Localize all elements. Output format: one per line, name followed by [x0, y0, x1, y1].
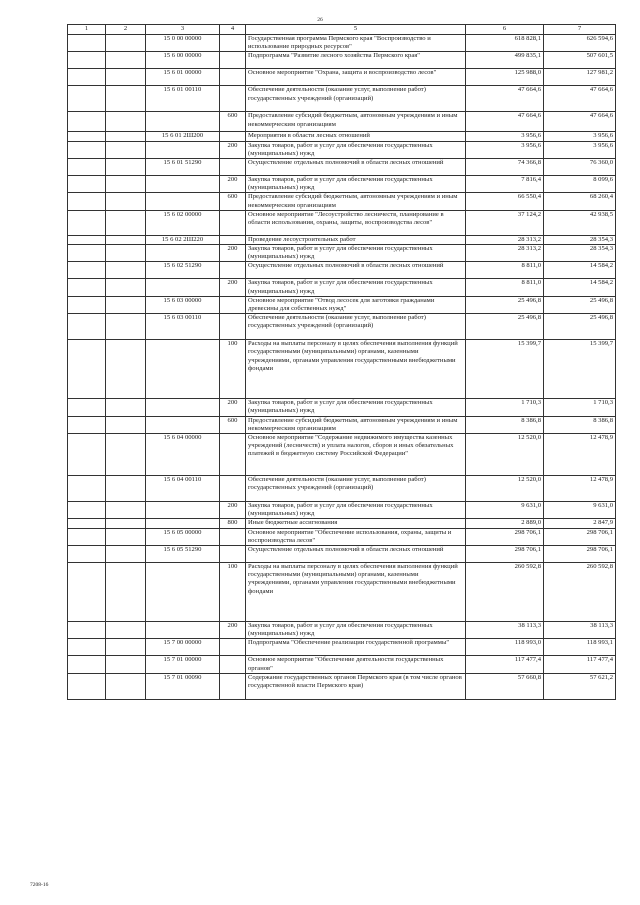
column-number: 1	[68, 25, 106, 35]
cell-blank	[68, 434, 106, 476]
table-row	[68, 279, 616, 296]
cell-target-code: 15 0 00 00000	[146, 35, 220, 52]
cell-blank	[68, 132, 106, 141]
table-row	[68, 262, 616, 279]
cell-blank	[106, 210, 146, 235]
table-row	[68, 193, 616, 210]
cell-item-name: Обеспечение деятельности (оказание услуг, выполнение работ) государственных учреждений (организаций)	[246, 314, 466, 340]
cell-item-name: Осуществление отдельных полномочий в области лесных отношений	[246, 262, 466, 279]
cell-expense-type	[220, 159, 246, 176]
cell-blank	[106, 314, 146, 340]
cell-blank	[106, 639, 146, 656]
cell-amount-year-1: 12 520,0	[466, 476, 544, 502]
cell-item-name: Обеспечение деятельности (оказание услуг, выполнение работ) государственных учреждений (организаций)	[246, 476, 466, 502]
cell-amount-year-1: 38 113,3	[466, 622, 544, 639]
cell-amount-year-1: 618 828,1	[466, 35, 544, 52]
cell-expense-type: 200	[220, 279, 246, 296]
cell-blank	[106, 69, 146, 86]
cell-item-name: Основное мероприятие "Отвод лесосек для заготовки гражданами древесины для собственных нужд"	[246, 296, 466, 313]
cell-blank	[106, 52, 146, 69]
cell-target-code: 15 6 01 2Ш200	[146, 132, 220, 141]
cell-amount-year-2: 1 710,3	[544, 399, 616, 416]
cell-blank	[68, 563, 106, 622]
cell-blank	[68, 340, 106, 399]
table-row	[68, 296, 616, 313]
cell-amount-year-1: 8 386,8	[466, 416, 544, 433]
cell-blank	[68, 193, 106, 210]
cell-item-name: Закупка товаров, работ и услуг для обеспечения государственных (муниципальных) нужд	[246, 279, 466, 296]
cell-target-code	[146, 340, 220, 399]
cell-target-code: 15 6 05 00000	[146, 528, 220, 545]
footer-code: 7208-16	[30, 882, 49, 888]
cell-blank	[106, 193, 146, 210]
cell-amount-year-1: 260 592,8	[466, 563, 544, 622]
cell-expense-type: 600	[220, 193, 246, 210]
cell-amount-year-2: 3 956,6	[544, 132, 616, 141]
cell-item-name: Основное мероприятие "Лесоустройство лесничеств, планирование в области использования, охраны, защиты, воспроизводства лесов"	[246, 210, 466, 235]
cell-blank	[106, 656, 146, 673]
cell-expense-type: 200	[220, 502, 246, 519]
table-row	[68, 176, 616, 193]
cell-expense-type	[220, 132, 246, 141]
cell-blank	[68, 245, 106, 262]
table-row	[68, 132, 616, 141]
cell-amount-year-1: 298 706,1	[466, 546, 544, 563]
cell-amount-year-2: 118 993,1	[544, 639, 616, 656]
cell-blank	[68, 519, 106, 528]
cell-amount-year-1: 28 313,2	[466, 245, 544, 262]
cell-amount-year-2: 38 113,3	[544, 622, 616, 639]
table-row	[68, 519, 616, 528]
cell-target-code: 15 6 04 00110	[146, 476, 220, 502]
cell-blank	[106, 340, 146, 399]
cell-item-name: Основное мероприятие "Содержание недвижимого имущества казенных учреждений (лесничеств) и уплата налогов, сборов и иных обязательных платежей в бюджетную систему Российской Федерации"	[246, 434, 466, 476]
cell-item-name: Государственная программа Пермского края "Воспроизводство и использование природных ресурсов"	[246, 35, 466, 52]
cell-amount-year-2: 14 584,2	[544, 262, 616, 279]
cell-expense-type	[220, 546, 246, 563]
cell-target-code: 15 6 02 00000	[146, 210, 220, 235]
cell-amount-year-2: 9 631,0	[544, 502, 616, 519]
table-row	[68, 476, 616, 502]
cell-item-name: Осуществление отдельных полномочий в области лесных отношений	[246, 546, 466, 563]
cell-amount-year-1: 25 496,8	[466, 314, 544, 340]
cell-target-code: 15 7 00 00000	[146, 639, 220, 656]
cell-blank	[68, 296, 106, 313]
cell-amount-year-1: 57 660,8	[466, 673, 544, 699]
cell-amount-year-2: 127 981,2	[544, 69, 616, 86]
cell-amount-year-1: 25 496,8	[466, 296, 544, 313]
cell-expense-type: 200	[220, 622, 246, 639]
cell-target-code: 15 6 00 00000	[146, 52, 220, 69]
table-row	[68, 86, 616, 112]
cell-amount-year-1: 47 664,6	[466, 112, 544, 132]
cell-blank	[106, 502, 146, 519]
budget-table	[67, 24, 616, 700]
cell-blank	[68, 35, 106, 52]
column-number: 4	[220, 25, 246, 35]
cell-blank	[106, 563, 146, 622]
cell-blank	[106, 622, 146, 639]
cell-blank	[68, 639, 106, 656]
table-row	[68, 314, 616, 340]
cell-amount-year-2: 47 664,6	[544, 112, 616, 132]
cell-blank	[68, 52, 106, 69]
cell-amount-year-2: 42 938,5	[544, 210, 616, 235]
cell-expense-type	[220, 210, 246, 235]
column-number: 6	[466, 25, 544, 35]
cell-item-name: Основное мероприятие "Охрана, защита и воспроизводство лесов"	[246, 69, 466, 86]
cell-item-name: Предоставление субсидий бюджетным, автономным учреждениям и иным некоммерческим организациям	[246, 112, 466, 132]
cell-amount-year-2: 68 260,4	[544, 193, 616, 210]
cell-blank	[68, 159, 106, 176]
cell-expense-type: 200	[220, 176, 246, 193]
cell-blank	[68, 279, 106, 296]
cell-amount-year-1: 1 710,3	[466, 399, 544, 416]
cell-amount-year-1: 8 811,0	[466, 262, 544, 279]
cell-target-code	[146, 416, 220, 433]
cell-amount-year-1: 118 993,0	[466, 639, 544, 656]
cell-amount-year-2: 12 478,9	[544, 476, 616, 502]
table-row	[68, 159, 616, 176]
cell-blank	[68, 528, 106, 545]
cell-item-name: Иные бюджетные ассигнования	[246, 519, 466, 528]
cell-target-code: 15 6 02 51290	[146, 262, 220, 279]
cell-item-name: Основное мероприятие "Обеспечение использования, охраны, защиты и воспроизводства лесов"	[246, 528, 466, 545]
table-row	[68, 434, 616, 476]
cell-item-name: Подпрограмма "Развитие лесного хозяйства Пермского края"	[246, 52, 466, 69]
cell-amount-year-1: 7 816,4	[466, 176, 544, 193]
cell-target-code: 15 6 01 00110	[146, 86, 220, 112]
cell-amount-year-1: 47 664,6	[466, 86, 544, 112]
cell-amount-year-2: 28 354,3	[544, 245, 616, 262]
cell-blank	[106, 279, 146, 296]
cell-blank	[68, 112, 106, 132]
cell-expense-type	[220, 235, 246, 244]
cell-expense-type	[220, 35, 246, 52]
cell-blank	[68, 416, 106, 433]
cell-target-code: 15 6 04 00000	[146, 434, 220, 476]
cell-amount-year-2: 25 496,8	[544, 296, 616, 313]
cell-expense-type	[220, 314, 246, 340]
cell-amount-year-2: 57 621,2	[544, 673, 616, 699]
cell-amount-year-2: 47 664,6	[544, 86, 616, 112]
cell-blank	[106, 296, 146, 313]
table-row	[68, 563, 616, 622]
cell-target-code	[146, 399, 220, 416]
cell-expense-type	[220, 528, 246, 545]
cell-blank	[106, 546, 146, 563]
cell-amount-year-1: 3 956,6	[466, 141, 544, 158]
cell-amount-year-1: 9 631,0	[466, 502, 544, 519]
cell-item-name: Основное мероприятие "Обеспечение деятельности государственных органов"	[246, 656, 466, 673]
cell-blank	[106, 528, 146, 545]
cell-blank	[106, 141, 146, 158]
cell-amount-year-1: 28 313,2	[466, 235, 544, 244]
cell-blank	[106, 235, 146, 244]
cell-blank	[68, 476, 106, 502]
cell-item-name: Закупка товаров, работ и услуг для обеспечения государственных (муниципальных) нужд	[246, 399, 466, 416]
table-row	[68, 141, 616, 158]
cell-blank	[68, 141, 106, 158]
cell-blank	[68, 176, 106, 193]
cell-item-name: Расходы на выплаты персоналу в целях обеспечения выполнения функций государственными (муниципальными) органами, казенными учреждениями, органами управления государственными внебюджетными фондами	[246, 563, 466, 622]
cell-target-code: 15 7 01 00000	[146, 656, 220, 673]
table-row	[68, 399, 616, 416]
table-row	[68, 112, 616, 132]
cell-amount-year-1: 125 988,0	[466, 69, 544, 86]
cell-expense-type	[220, 434, 246, 476]
table-row	[68, 502, 616, 519]
cell-amount-year-1: 8 811,0	[466, 279, 544, 296]
cell-amount-year-2: 8 099,6	[544, 176, 616, 193]
cell-target-code	[146, 563, 220, 622]
cell-blank	[106, 245, 146, 262]
cell-expense-type	[220, 262, 246, 279]
cell-blank	[68, 69, 106, 86]
cell-item-name: Закупка товаров, работ и услуг для обеспечения государственных (муниципальных) нужд	[246, 502, 466, 519]
cell-item-name: Содержание государственных органов Пермского края (в том числе органов государственной власти Пермского края)	[246, 673, 466, 699]
cell-amount-year-2: 76 360,0	[544, 159, 616, 176]
cell-amount-year-2: 117 477,4	[544, 656, 616, 673]
cell-amount-year-2: 298 706,1	[544, 528, 616, 545]
cell-amount-year-1: 12 520,0	[466, 434, 544, 476]
cell-target-code: 15 6 03 00000	[146, 296, 220, 313]
cell-amount-year-1: 499 835,1	[466, 52, 544, 69]
cell-expense-type	[220, 656, 246, 673]
cell-amount-year-2: 14 584,2	[544, 279, 616, 296]
cell-blank	[68, 546, 106, 563]
cell-expense-type: 200	[220, 141, 246, 158]
cell-blank	[106, 673, 146, 699]
column-number: 5	[246, 25, 466, 35]
cell-blank	[68, 656, 106, 673]
cell-item-name: Закупка товаров, работ и услуг для обеспечения государственных (муниципальных) нужд	[246, 245, 466, 262]
cell-target-code: 15 6 03 00110	[146, 314, 220, 340]
cell-blank	[68, 622, 106, 639]
cell-blank	[106, 434, 146, 476]
table-row	[68, 210, 616, 235]
cell-amount-year-1: 3 956,6	[466, 132, 544, 141]
table-row	[68, 656, 616, 673]
cell-item-name: Мероприятия в области лесных отношений	[246, 132, 466, 141]
cell-item-name: Обеспечение деятельности (оказание услуг, выполнение работ) государственных учреждений (организаций)	[246, 86, 466, 112]
cell-amount-year-2: 15 399,7	[544, 340, 616, 399]
table-row	[68, 35, 616, 52]
cell-amount-year-1: 66 550,4	[466, 193, 544, 210]
cell-amount-year-1: 37 124,2	[466, 210, 544, 235]
cell-amount-year-1: 15 399,7	[466, 340, 544, 399]
cell-blank	[68, 502, 106, 519]
cell-expense-type	[220, 296, 246, 313]
cell-target-code: 15 6 01 00000	[146, 69, 220, 86]
cell-target-code: 15 7 01 00090	[146, 673, 220, 699]
cell-target-code	[146, 112, 220, 132]
cell-blank	[106, 35, 146, 52]
cell-amount-year-2: 12 478,9	[544, 434, 616, 476]
column-number: 3	[146, 25, 220, 35]
column-number-header	[68, 25, 616, 35]
cell-blank	[106, 262, 146, 279]
cell-blank	[68, 314, 106, 340]
table-row	[68, 52, 616, 69]
cell-expense-type: 800	[220, 519, 246, 528]
cell-expense-type: 100	[220, 563, 246, 622]
cell-item-name: Закупка товаров, работ и услуг для обеспечения государственных (муниципальных) нужд	[246, 141, 466, 158]
cell-target-code	[146, 519, 220, 528]
cell-expense-type	[220, 69, 246, 86]
cell-item-name: Расходы на выплаты персоналу в целях обеспечения выполнения функций государственными (муниципальными) органами, казенными учреждениями, органами управления государственными внебюджетными фондами	[246, 340, 466, 399]
cell-expense-type	[220, 476, 246, 502]
cell-expense-type: 200	[220, 399, 246, 416]
cell-blank	[106, 86, 146, 112]
cell-expense-type	[220, 52, 246, 69]
cell-amount-year-2: 8 386,8	[544, 416, 616, 433]
cell-item-name: Предоставление субсидий бюджетным, автономным учреждениям и иным некоммерческим организациям	[246, 416, 466, 433]
cell-blank	[106, 176, 146, 193]
table-row	[68, 340, 616, 399]
cell-target-code	[146, 502, 220, 519]
cell-target-code: 15 6 05 51290	[146, 546, 220, 563]
cell-blank	[68, 399, 106, 416]
cell-amount-year-2: 28 354,3	[544, 235, 616, 244]
cell-amount-year-2: 507 601,5	[544, 52, 616, 69]
cell-expense-type	[220, 673, 246, 699]
cell-amount-year-2: 2 847,9	[544, 519, 616, 528]
cell-amount-year-1: 117 477,4	[466, 656, 544, 673]
table-body	[68, 35, 616, 700]
cell-item-name: Предоставление субсидий бюджетным, автономным учреждениям и иным некоммерческим организациям	[246, 193, 466, 210]
cell-blank	[68, 673, 106, 699]
table-row	[68, 416, 616, 433]
cell-item-name: Подпрограмма "Обеспечение реализации государственной программы"	[246, 639, 466, 656]
cell-amount-year-1: 2 889,0	[466, 519, 544, 528]
cell-expense-type: 200	[220, 245, 246, 262]
cell-target-code: 15 6 01 51290	[146, 159, 220, 176]
page-number: 26	[317, 17, 323, 23]
cell-amount-year-2: 298 706,1	[544, 546, 616, 563]
cell-blank	[106, 112, 146, 132]
cell-amount-year-2: 626 594,6	[544, 35, 616, 52]
cell-expense-type	[220, 86, 246, 112]
cell-expense-type: 600	[220, 416, 246, 433]
cell-item-name: Проведение лесоустроительных работ	[246, 235, 466, 244]
table-row	[68, 673, 616, 699]
cell-target-code	[146, 141, 220, 158]
cell-expense-type: 600	[220, 112, 246, 132]
cell-expense-type	[220, 639, 246, 656]
column-number: 2	[106, 25, 146, 35]
cell-target-code	[146, 622, 220, 639]
cell-blank	[106, 416, 146, 433]
table-row	[68, 622, 616, 639]
table-row	[68, 546, 616, 563]
cell-amount-year-2: 3 956,6	[544, 141, 616, 158]
cell-amount-year-1: 298 706,1	[466, 528, 544, 545]
cell-target-code	[146, 279, 220, 296]
cell-expense-type: 100	[220, 340, 246, 399]
cell-blank	[68, 262, 106, 279]
cell-blank	[106, 399, 146, 416]
cell-blank	[68, 210, 106, 235]
column-number: 7	[544, 25, 616, 35]
cell-amount-year-2: 260 592,8	[544, 563, 616, 622]
table-row	[68, 245, 616, 262]
table-row	[68, 235, 616, 244]
cell-blank	[106, 476, 146, 502]
cell-target-code	[146, 245, 220, 262]
table-row	[68, 639, 616, 656]
cell-amount-year-1: 74 366,8	[466, 159, 544, 176]
cell-target-code	[146, 176, 220, 193]
cell-item-name: Закупка товаров, работ и услуг для обеспечения государственных (муниципальных) нужд	[246, 176, 466, 193]
cell-blank	[68, 235, 106, 244]
cell-item-name: Осуществление отдельных полномочий в области лесных отношений	[246, 159, 466, 176]
cell-target-code: 15 6 02 2Ш220	[146, 235, 220, 244]
cell-target-code	[146, 193, 220, 210]
cell-blank	[106, 519, 146, 528]
cell-blank	[106, 132, 146, 141]
cell-blank	[106, 159, 146, 176]
table-row	[68, 69, 616, 86]
cell-amount-year-2: 25 496,8	[544, 314, 616, 340]
table-row	[68, 528, 616, 545]
cell-item-name: Закупка товаров, работ и услуг для обеспечения государственных (муниципальных) нужд	[246, 622, 466, 639]
cell-blank	[68, 86, 106, 112]
